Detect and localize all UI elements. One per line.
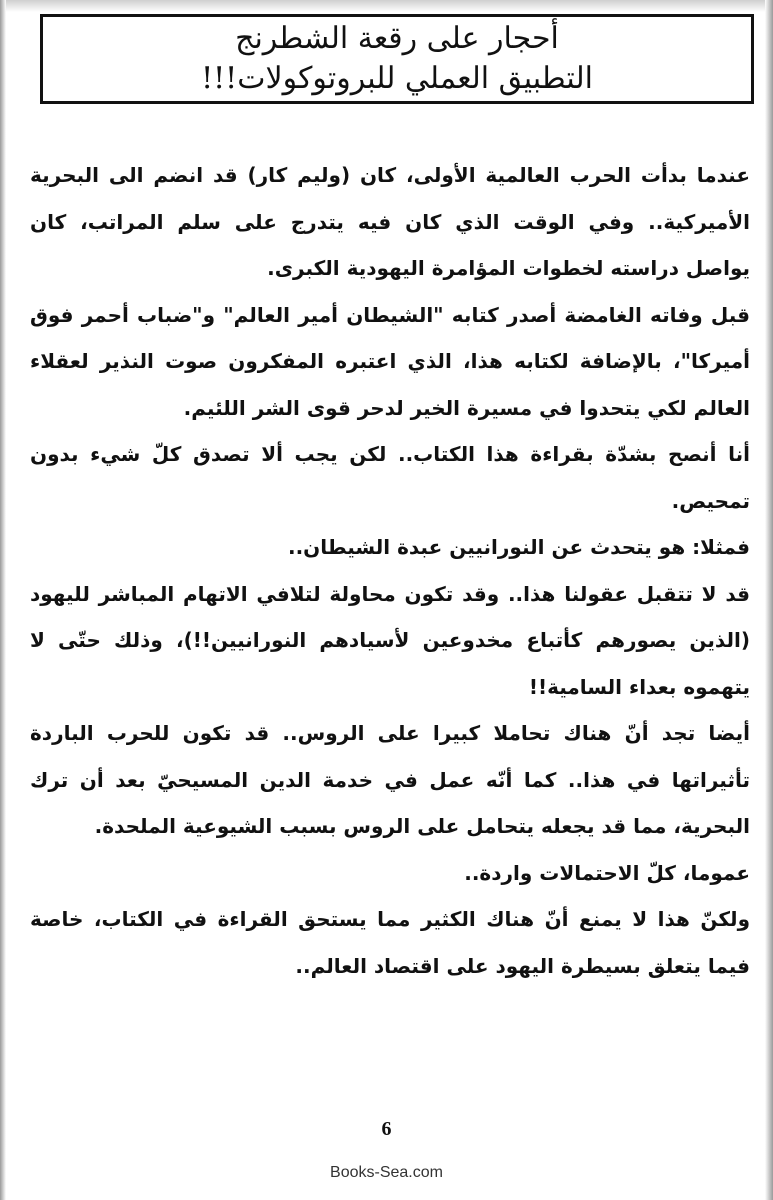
footer-site: Books-Sea.com [330, 1164, 443, 1181]
paragraph: عندما بدأت الحرب العالمية الأولى، كان (وليم كار) قد انضم الى البحرية الأميركية.. وفي الوقت الذي كان فيه يتدرج على سلم المراتب، كان يواصل دراسته لخطوات المؤامرة اليهودية الكبرى. [30, 163, 750, 280]
paragraph: قد لا تتقبل عقولنا هذا.. وقد تكون محاولة لتلافي الاتهام المباشر لليهود (الذين يصورهم كأتباع مخدوعين لأسيادهم النورانيين!!)، وذلك حتّى لا يتهموه بعداء السامية!! [30, 581, 750, 699]
page-number: 6 [381, 1118, 392, 1140]
paragraph: ولكنّ هذا لا يمنع أنّ هناك الكثير مما يستحق القراءة في الكتاب، خاصة فيما يتعلق بسيطرة اليهود على اقتصاد العالم.. [30, 907, 750, 978]
body-text [30, 152, 750, 989]
paragraph: أنا أنصح بشدّة بقراءة هذا الكتاب.. لكن يجب ألا تصدق كلّ شيء بدون تمحيص. [30, 442, 750, 513]
page-top-shadow [0, 0, 773, 12]
paragraph: فمثلا: هو يتحدث عن النورانيين عبدة الشيطان.. [287, 535, 750, 559]
paragraph: أيضا تجد أنّ هناك تحاملا كبيرا على الروس.. قد تكون للحرب الباردة تأثيراتها في هذا.. كما أنّه عمل في خدمة الدين المسيحيّ بعد أن ترك البحرية، مما قد يجعله يتحامل على الروس بسبب الشيوعية الملحدة. [30, 721, 750, 838]
chapter-title-box [40, 14, 754, 104]
paragraph: قبل وفاته الغامضة أصدر كتابه "الشيطان أمير العالم" و"ضباب أحمر فوق أميركا"، بالإضافة لكتابه هذا، الذي اعتبره المفكرون صوت النذير لعقلاء العالم لكي يتحدوا في مسيرة الخير لدحر قوى الشر اللئيم. [30, 302, 750, 420]
chapter-title-line-1: أحجار على رقعة الشطرنج [235, 21, 559, 56]
page-right-edge [765, 0, 773, 1200]
chapter-title-line-2: التطبيق العملي للبروتوكولات!!! [201, 61, 593, 96]
page-left-edge [0, 0, 6, 1200]
paragraph: عموما، كلّ الاحتمالات واردة.. [464, 860, 750, 885]
